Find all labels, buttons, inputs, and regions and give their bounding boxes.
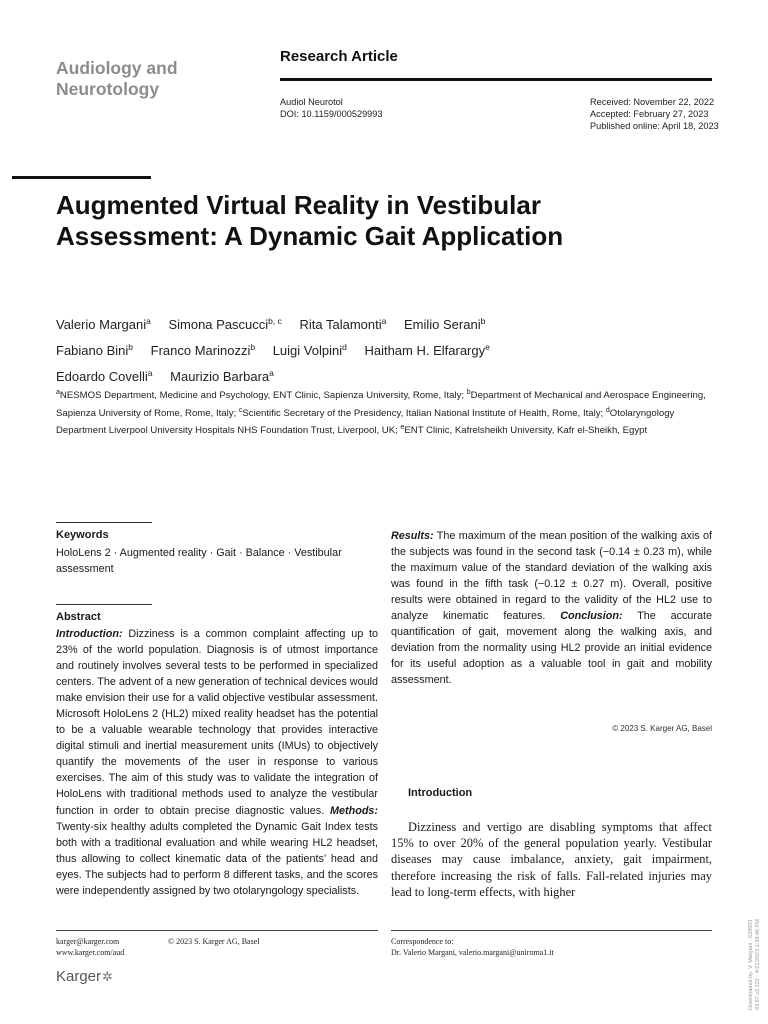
footer-email[interactable]: karger@karger.com (56, 937, 120, 946)
author[interactable]: Fabiano Bini$^b$ (56, 342, 134, 358)
methods-label: Methods: (330, 804, 379, 817)
logo-text: Karger (56, 968, 102, 985)
article-type: Research Article (280, 48, 398, 65)
abstract-copyright: © 2023 S. Karger AG, Basel (612, 724, 712, 733)
author-list (56, 310, 716, 388)
publisher-logo (56, 968, 113, 985)
journal-name: Audiology and Neurotology (56, 58, 178, 99)
author[interactable]: Franco Marinozzi$^b$ (150, 342, 256, 358)
introduction-heading: Introduction (408, 787, 473, 799)
abstract-heading: Abstract (56, 611, 101, 623)
title-rule (12, 176, 151, 179)
author[interactable]: Rita Talamonti$^a$ (299, 316, 387, 332)
footer-copyright: © 2023 S. Karger AG, Basel (168, 937, 260, 946)
footer-website[interactable]: www.karger.com/aud (56, 947, 125, 957)
published-date: Published online: April 18, 2023 (590, 121, 719, 131)
citation-journal: Audiol Neurotol (280, 97, 343, 107)
author[interactable]: Valerio Margani$^a$ (56, 316, 151, 332)
correspondence (391, 937, 554, 958)
author[interactable]: Simona Pascucci$^{b, c}$ (168, 316, 282, 332)
author[interactable]: Edoardo Covelli$^a$ (56, 368, 153, 384)
author[interactable]: Haitham H. Elfarargy$^e$ (364, 342, 490, 358)
introduction-text: Dizziness is a common complaint affecting up to 23% of the world population. Diagnosis is of utmost importance and routinely involves several tests to be performed in specialized centers. The advent of a new generation of technical devices would make envision their use for a valid objective vestibular assessment. Microsoft HoloLens 2 (HL2) mixed reality headset has the potential to be a valuable wearable technology that provides interactive digital stimuli and inertial measurement units (IMUs) to objectively quantify the movements of the user in response to various exercises. The aim of this study was to validate the integration of HoloLens with traditional methods used to analyze the vestibular function in order to obtain precise diagnostic values. (56, 628, 378, 817)
keywords-rule (56, 522, 152, 523)
introduction-label: Introduction: (56, 628, 123, 640)
affiliations: $^a$NESMOS Department, Medicine and Psychology, ENT Clinic, Sapienza University, Rome, Italy; $^b$Department of Mechanical and Aerospace Engineering, Sapienza University of Rome, Rome, Italy; $^c$Scientific Secretary of the Presidency, Italian National Institute of Health, Rome, Italy; $^d$Otolaryngology Department Liverpool University Hospitals NHS Foundation Trust, Liverpool, UK; $^e$ENT Clinic, Kafrelsheikh University, Kafr el-Sheikh, Egypt (56, 389, 706, 437)
download-watermark: Downloaded by: V. Margani - 638993 93.67.x2.122 - 4/21/2023 1:38:46 PM (748, 919, 761, 1010)
header-rule (280, 78, 712, 81)
article-title: Augmented Virtual Reality in Vestibular Assessment: A Dynamic Gait Application (56, 190, 564, 251)
correspondence-text[interactable]: Dr. Valerio Margani, valerio.margani@uniroma1.it (391, 947, 554, 957)
methods-text: Twenty-six healthy adults completed the Dynamic Gait Index tests both with a traditional evaluation and while wearing HL2 headset, thus allowing to collect kinematic data of the patients’ head and eyes. The subjects had to perform 8 different tasks, and the scores were independently assigned by two otolaryngology specialists. (56, 820, 378, 897)
received-date: Received: November 22, 2022 (590, 97, 715, 107)
correspondence-label: Correspondence to: (391, 937, 454, 946)
introduction-body: Dizziness and vertigo are disabling symptoms that affect 15% to over 20% of the general population yearly. Vestibular diseases may cause imbalance, anxiety, gait impairment, therefore increasing the risk of falls. Fall-related injuries may lead to long-term effects, with higher (391, 820, 712, 899)
keywords-heading: Keywords (56, 529, 109, 541)
dates-block (590, 96, 719, 132)
conclusion-text: The accurate quantification of gait, movement along the walking axis, and deviation from the normality using HL2 provide an initial evidence for its useful adoption as a valuable tool in gait and mobility assessment. (391, 610, 713, 687)
footer-rule-left (56, 930, 378, 931)
footer-contact (56, 937, 124, 958)
results-label: Results: (391, 530, 434, 542)
keywords-text: HoloLens 2 · Augmented reality · Gait · Balance · Vestibular assessment (56, 547, 342, 575)
results-text: The maximum of the mean position of the walking axis of the subjects was found in the second task (−0.14 ± 0.23 m), while the maximum value of the standard deviation of the walking axis was found in the fifth task (−0.12 ± 0.27 m). Overall, positive results were obtained in regard to the validity of the HL2 use to analyze kinematic features. (391, 530, 712, 623)
conclusion-label: Conclusion: (560, 610, 623, 623)
logo-mark-icon: ✲ (102, 969, 113, 984)
abstract-rule (56, 604, 152, 605)
citation-doi[interactable]: DOI: 10.1159/000529993 (280, 109, 383, 119)
citation-block (280, 96, 383, 120)
abstract-column-left (56, 626, 378, 899)
author[interactable]: Emilio Serani$^b$ (404, 316, 486, 332)
author[interactable]: Luigi Volpini$^d$ (272, 342, 347, 358)
abstract-column-right (391, 528, 712, 688)
author[interactable]: Maurizio Barbara$^a$ (170, 368, 274, 384)
accepted-date: Accepted: February 27, 2023 (590, 109, 709, 119)
footer-rule-right (391, 930, 712, 931)
